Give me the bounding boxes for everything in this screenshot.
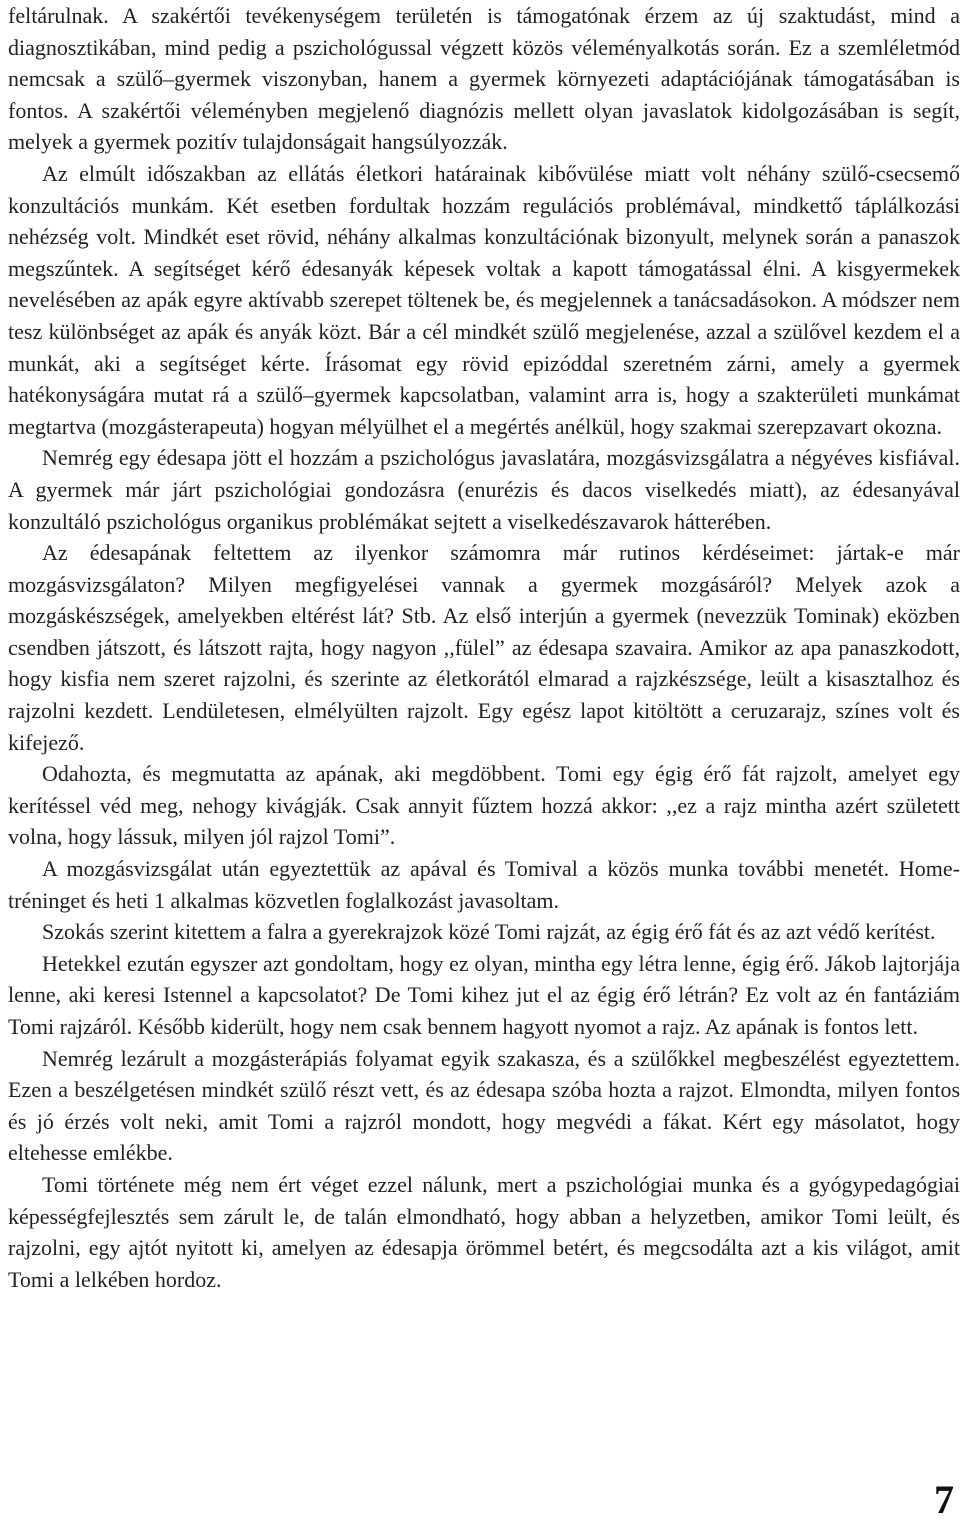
- paragraph-2: Az elmúlt időszakban az ellátás életkori határainak kibővülése miatt volt néhány szülő-csecsemő konzultációs munkám. Két esetben fordultak hozzám regulációs problémával, mindkettő táplálkozási nehézség volt. Mindkét eset rövid, néhány alkalmas konzultációnak bizonyult, melynek során a panaszok megszűntek. A segítséget kérő édesanyák képesek voltak a kapott támogatással élni. A kisgyermekek nevelésében az apák egyre aktívabb szerepet töltenek be, és megjelennek a tanácsadásokon. A módszer nem tesz különbséget az apák és anyák közt. Bár a cél mindkét szülő megjelenése, azzal a szülővel kezdem el a munkát, aki a segítséget kérte. Írásomat egy rövid epizóddal szeretném zárni, amely a gyermek hatékonyságára mutat rá a szülő–gyermek kapcsolatban, valamint arra is, hogy a szakterületi munkámat megtartva (mozgásterapeuta) hogyan mélyülhet el a megértés anélkül, hogy szakmai szerepzavart okozna.: [8, 160, 960, 439]
- paragraph-6: A mozgásvizsgálat után egyeztettük az apával és Tomival a közös munka további menetét. Home-tréninget és heti 1 alkalmas közvetlen foglalkozást javasoltam.: [8, 856, 960, 913]
- paragraph-10: Tomi története még nem ért véget ezzel nálunk, mert a pszichológiai munka és a gyógypedagógiai képességfejlesztés sem zárult le, de talán elmondható, hogy abban a helyzetben, amikor Tomi leült, és rajzolni, egy ajtót nyitott ki, amelyen az édesapja örömmel betért, és megcsodálta azt a kis világot, amit Tomi a lelkében hordoz.: [8, 1171, 960, 1292]
- paragraph-1: feltárulnak. A szakértői tevékenységem területén is támogatónak érzem az új szaktudást, mind a diagnosztikában, mind pedig a pszichológussal végzett közös véleményalkotás során. Ez a szemléletmód nemcsak a szülő–gyermek viszonyban, hanem a gyermek környezeti adaptációjának támogatásában is fontos. A szakértői véleményben megjelenő diagnózis mellett olyan javaslatok kidolgozásában is segít, melyek a gyermek pozitív tulajdonságait hangsúlyozzák.: [8, 3, 960, 155]
- paragraph-5: Odahozta, és megmutatta az apának, aki megdöbbent. Tomi egy égig érő fát rajzolt, amelyet egy kerítéssel véd meg, nehogy kivágják. Csak annyit fűztem hozzá akkor: ,,ez a rajz mintha azért született volna, hogy lássuk, milyen jól rajzol Tomi”.: [8, 761, 960, 850]
- paragraph-4: Az édesapának feltettem az ilyenkor számomra már rutinos kérdéseimet: jártak-e már mozgásvizsgálaton? Milyen megfigyelései vannak a gyermek mozgásáról? Melyek azok a mozgáskészségek, amelyekben eltérést lát? Stb. Az első interjún a gyermek (nevezzük Tominak) eközben csendben játszott, és látszott rajta, hogy nagyon ,,fülel” az édesapa szavaira. Amikor az apa panaszkodott, hogy kisfia nem szeret rajzolni, és szerinte az életkorától elmarad a rajzkészsége, leült a kisasztalhoz és rajzolni kezdett. Lendületesen, elmélyülten rajzolt. Egy egész lapot kitöltött a ceruzarajz, színes volt és kifejező.: [8, 540, 960, 755]
- document-body: [8, 0, 960, 1295]
- paragraph-3: Nemrég egy édesapa jött el hozzám a pszichológus javaslatára, mozgásvizsgálatra a négyéves kisfiával. A gyermek már járt pszichológiai gondozásra (enurézis és dacos viselkedés miatt), az édesanyával konzultáló pszichológus organikus problémákat sejtett a viselkedészavarok hátterében.: [8, 445, 960, 534]
- paragraph-9: Nemrég lezárult a mozgásterápiás folyamat egyik szakasza, és a szülőkkel megbeszélést egyeztettem. Ezen a beszélgetésen mindkét szülő részt vett, és az édesapa szóba hozta a rajzot. Elmondta, milyen fontos és jó érzés volt neki, amit Tomi a rajzról mondott, hogy megvédi a fákat. Kért egy másolatot, hogy eltehesse emlékbe.: [8, 1045, 960, 1166]
- paragraph-8: Hetekkel ezután egyszer azt gondoltam, hogy ez olyan, mintha egy létra lenne, égig érő. Jákob lajtorjája lenne, aki keresi Istennel a kapcsolatot? De Tomi kihez jut el az égig érő létrán? Ez volt az én fantáziám Tomi rajzáról. Később kiderült, hogy nem csak bennem hagyott nyomot a rajz. Az apának is fontos lett.: [8, 950, 960, 1039]
- page-number: 7: [934, 1477, 954, 1522]
- paragraph-7: Szokás szerint kitettem a falra a gyerekrajzok közé Tomi rajzát, az égig érő fát és az azt védő kerítést.: [42, 919, 936, 945]
